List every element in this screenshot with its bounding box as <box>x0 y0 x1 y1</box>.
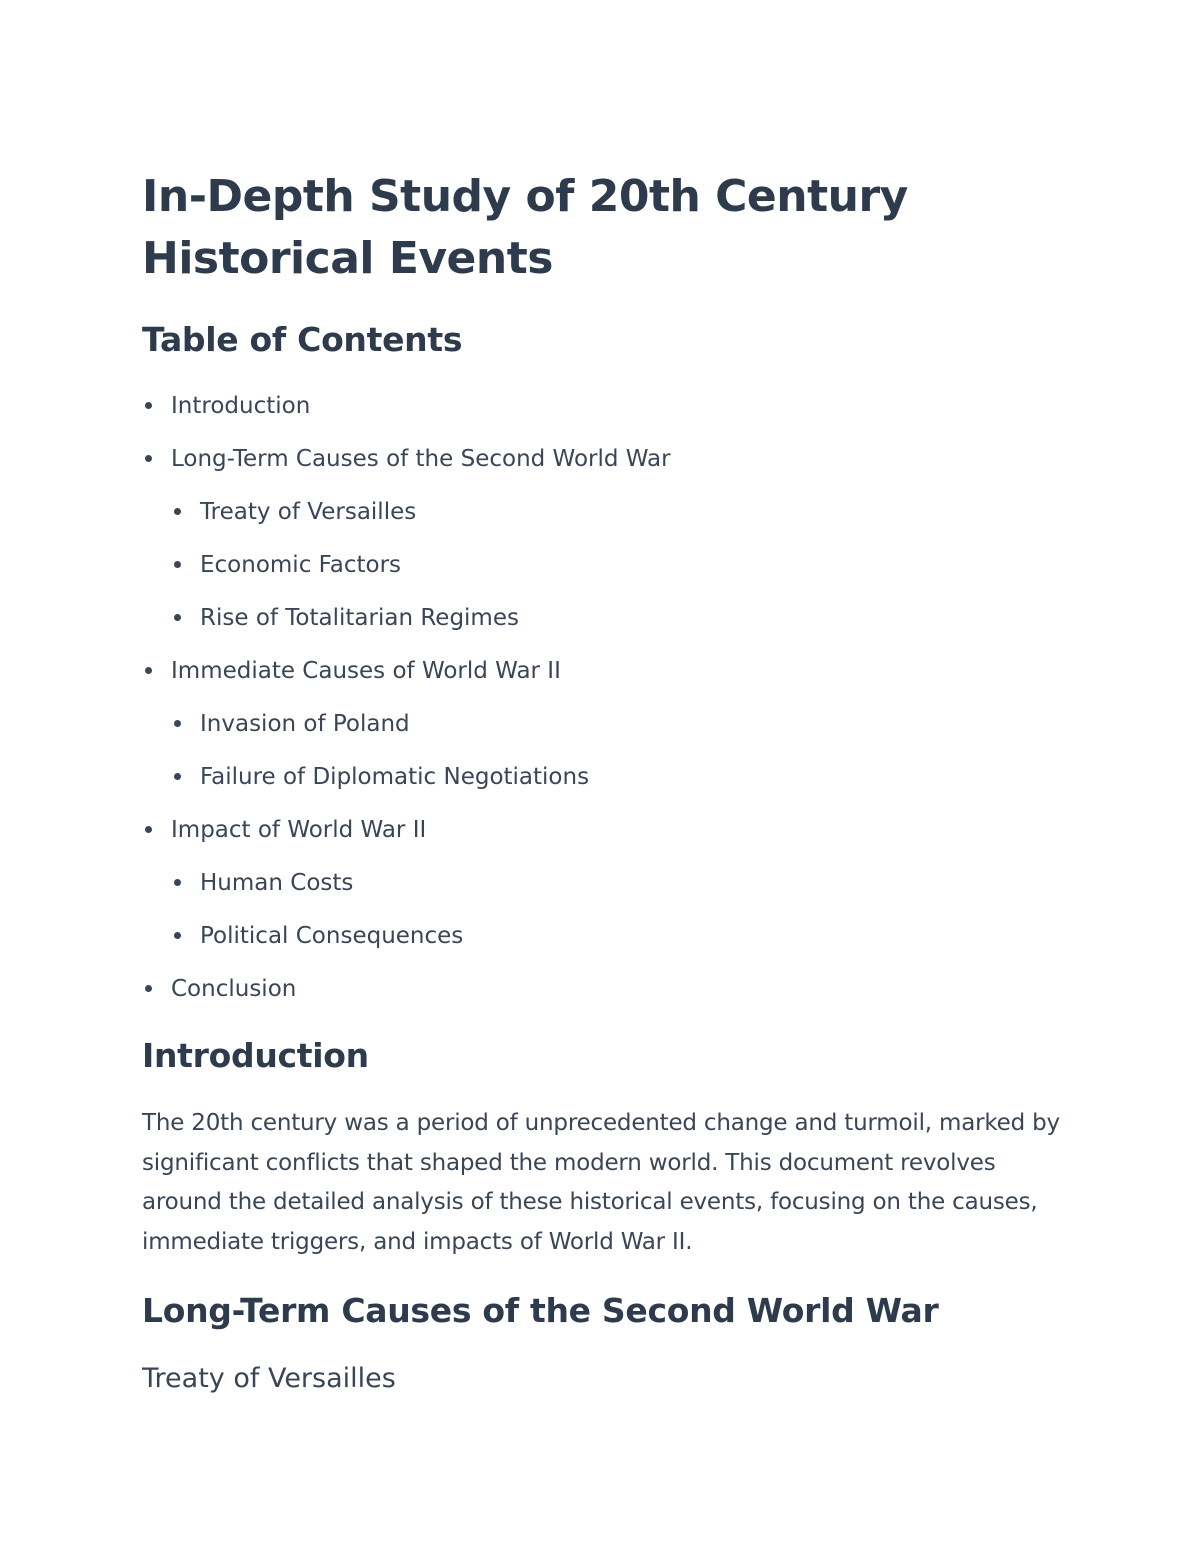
toc-item-label: Rise of Totalitarian Regimes <box>200 605 519 631</box>
long-term-causes-heading: Long-Term Causes of the Second World War <box>142 1291 939 1330</box>
bullet-icon <box>174 932 181 939</box>
bullet-icon <box>174 508 181 515</box>
toc-item-label: Long-Term Causes of the Second World War <box>171 446 671 472</box>
bullet-icon <box>145 985 152 992</box>
toc-item-label: Economic Factors <box>200 552 402 578</box>
toc-item-label: Treaty of Versailles <box>200 499 417 525</box>
bullet-icon <box>174 773 181 780</box>
introduction-paragraph: The 20th century was a period of unprecedented change and turmoil, marked by significant conflicts that shaped the modern world. This document revolves around the detailed analysis of these historical events, focusing on the causes, immediate triggers, and impacts of World War II. <box>142 1110 1060 1255</box>
toc-heading: Table of Contents <box>142 320 463 359</box>
introduction-heading: Introduction <box>142 1036 369 1075</box>
toc-item-label: Invasion of Poland <box>200 711 410 737</box>
bullet-icon <box>145 826 152 833</box>
bullet-icon <box>174 879 181 886</box>
treaty-of-versailles-subheading: Treaty of Versailles <box>142 1363 396 1394</box>
toc-item-label: Immediate Causes of World War II <box>171 658 561 684</box>
toc-item-label: Political Consequences <box>200 923 464 949</box>
toc-item-label: Failure of Diplomatic Negotiations <box>200 764 590 790</box>
bullet-icon <box>145 455 152 462</box>
bullet-icon <box>145 402 152 409</box>
toc-item-label: Human Costs <box>200 870 354 896</box>
bullet-icon <box>174 720 181 727</box>
toc-item-label: Conclusion <box>171 976 297 1002</box>
toc-item-label: Introduction <box>171 393 311 419</box>
bullet-icon <box>174 614 181 621</box>
bullet-icon <box>174 561 181 568</box>
bullet-icon <box>145 667 152 674</box>
document-title: In-Depth Study of 20th Century Historical Events <box>142 171 908 284</box>
toc-item-label: Impact of World War II <box>171 817 427 843</box>
